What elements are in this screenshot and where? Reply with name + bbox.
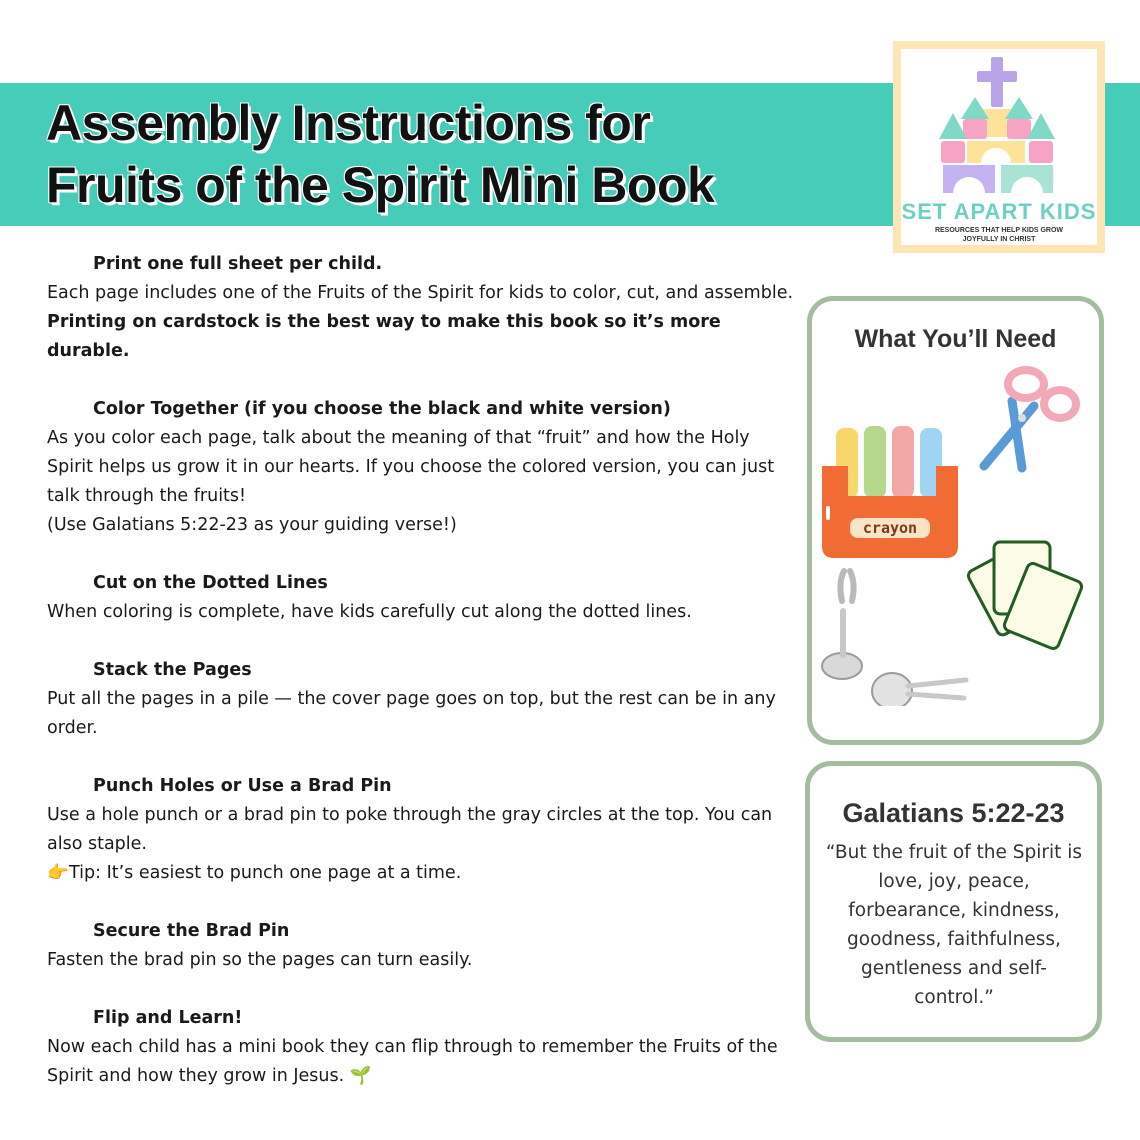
step-flip bbox=[47, 1004, 797, 1091]
step-print bbox=[47, 250, 797, 366]
verse-text: “But the fruit of the Spirit is love, joy, peace, forbearance, kindness, goodness, faithfulness, gentleness and self-control.” bbox=[825, 842, 1083, 1008]
step-stack bbox=[47, 656, 797, 743]
step-heading: Secure the Brad Pin bbox=[93, 921, 290, 941]
step-text: (Use Galatians 5:22-23 as your guiding verse!) bbox=[47, 515, 457, 535]
castle-icon bbox=[901, 49, 1097, 199]
step-text: Fasten the brad pin so the pages can turn easily. bbox=[47, 950, 473, 970]
supplies-illustrations bbox=[812, 356, 1099, 706]
step-text: Use a hole punch or a brad pin to poke through the gray circles at the top. You can also staple. bbox=[47, 805, 773, 854]
page-title-line-2: Fruits of the Spirit Mini Book bbox=[46, 157, 715, 213]
paper-cards-icon bbox=[966, 542, 1083, 650]
verse-card bbox=[805, 761, 1102, 1042]
scissors-icon bbox=[984, 370, 1076, 468]
step-color bbox=[47, 395, 797, 540]
step-text: As you color each page, talk about the meaning of that “fruit” and how the Holy Spirit helps us grow it in our hearts. If you choose the colored version, you can just talk through the fruits! bbox=[47, 428, 775, 506]
tip-line bbox=[47, 859, 797, 888]
step-text: Put all the pages in a pile — the cover page goes on top, but the rest can be in any order. bbox=[47, 689, 776, 738]
step-text bbox=[47, 1033, 797, 1091]
step-bold-text: Printing on cardstock is the best way to make this book so it’s more durable. bbox=[47, 312, 721, 361]
tip-text: Tip: It’s easiest to punch one page at a time. bbox=[69, 863, 462, 883]
step-heading: Flip and Learn! bbox=[93, 1008, 243, 1028]
crayon-box-icon bbox=[822, 426, 958, 558]
step-heading: Print one full sheet per child. bbox=[93, 254, 383, 274]
supplies-card bbox=[807, 296, 1104, 745]
step-secure bbox=[47, 917, 797, 975]
step-heading: Stack the Pages bbox=[93, 660, 252, 680]
verse-title: Galatians 5:22-23 bbox=[842, 798, 1065, 828]
step-text: When coloring is complete, have kids carefully cut along the dotted lines. bbox=[47, 602, 692, 622]
logo-name: SET APART KIDS bbox=[901, 199, 1097, 224]
page-title-line-1: Assembly Instructions for bbox=[46, 95, 651, 151]
step-heading: Punch Holes or Use a Brad Pin bbox=[93, 776, 392, 796]
supplies-title: What You’ll Need bbox=[854, 325, 1057, 353]
brand-logo bbox=[893, 41, 1105, 253]
logo-panel bbox=[901, 49, 1097, 245]
page-title bbox=[46, 92, 886, 216]
step-heading: Cut on the Dotted Lines bbox=[93, 573, 328, 593]
step-text-body: Now each child has a mini book they can flip through to remember the Fruits of the Spirit and how they grow in Jesus. bbox=[47, 1037, 778, 1086]
sprout-icon: 🌱 bbox=[349, 1066, 372, 1086]
step-text: Each page includes one of the Fruits of the Spirit for kids to color, cut, and assemble. bbox=[47, 283, 794, 303]
brad-pins-icon bbox=[822, 571, 966, 706]
pointing-hand-icon: 👉 bbox=[47, 863, 69, 883]
crayon-box-label: crayon bbox=[862, 519, 918, 537]
step-punch bbox=[47, 772, 797, 888]
instructions-list bbox=[47, 250, 797, 1120]
logo-tagline: RESOURCES THAT HELP KIDS GROW JOYFULLY IN CHRIST bbox=[934, 227, 1064, 243]
step-heading: Color Together (if you choose the black and white version) bbox=[93, 399, 671, 419]
step-cut bbox=[47, 569, 797, 627]
